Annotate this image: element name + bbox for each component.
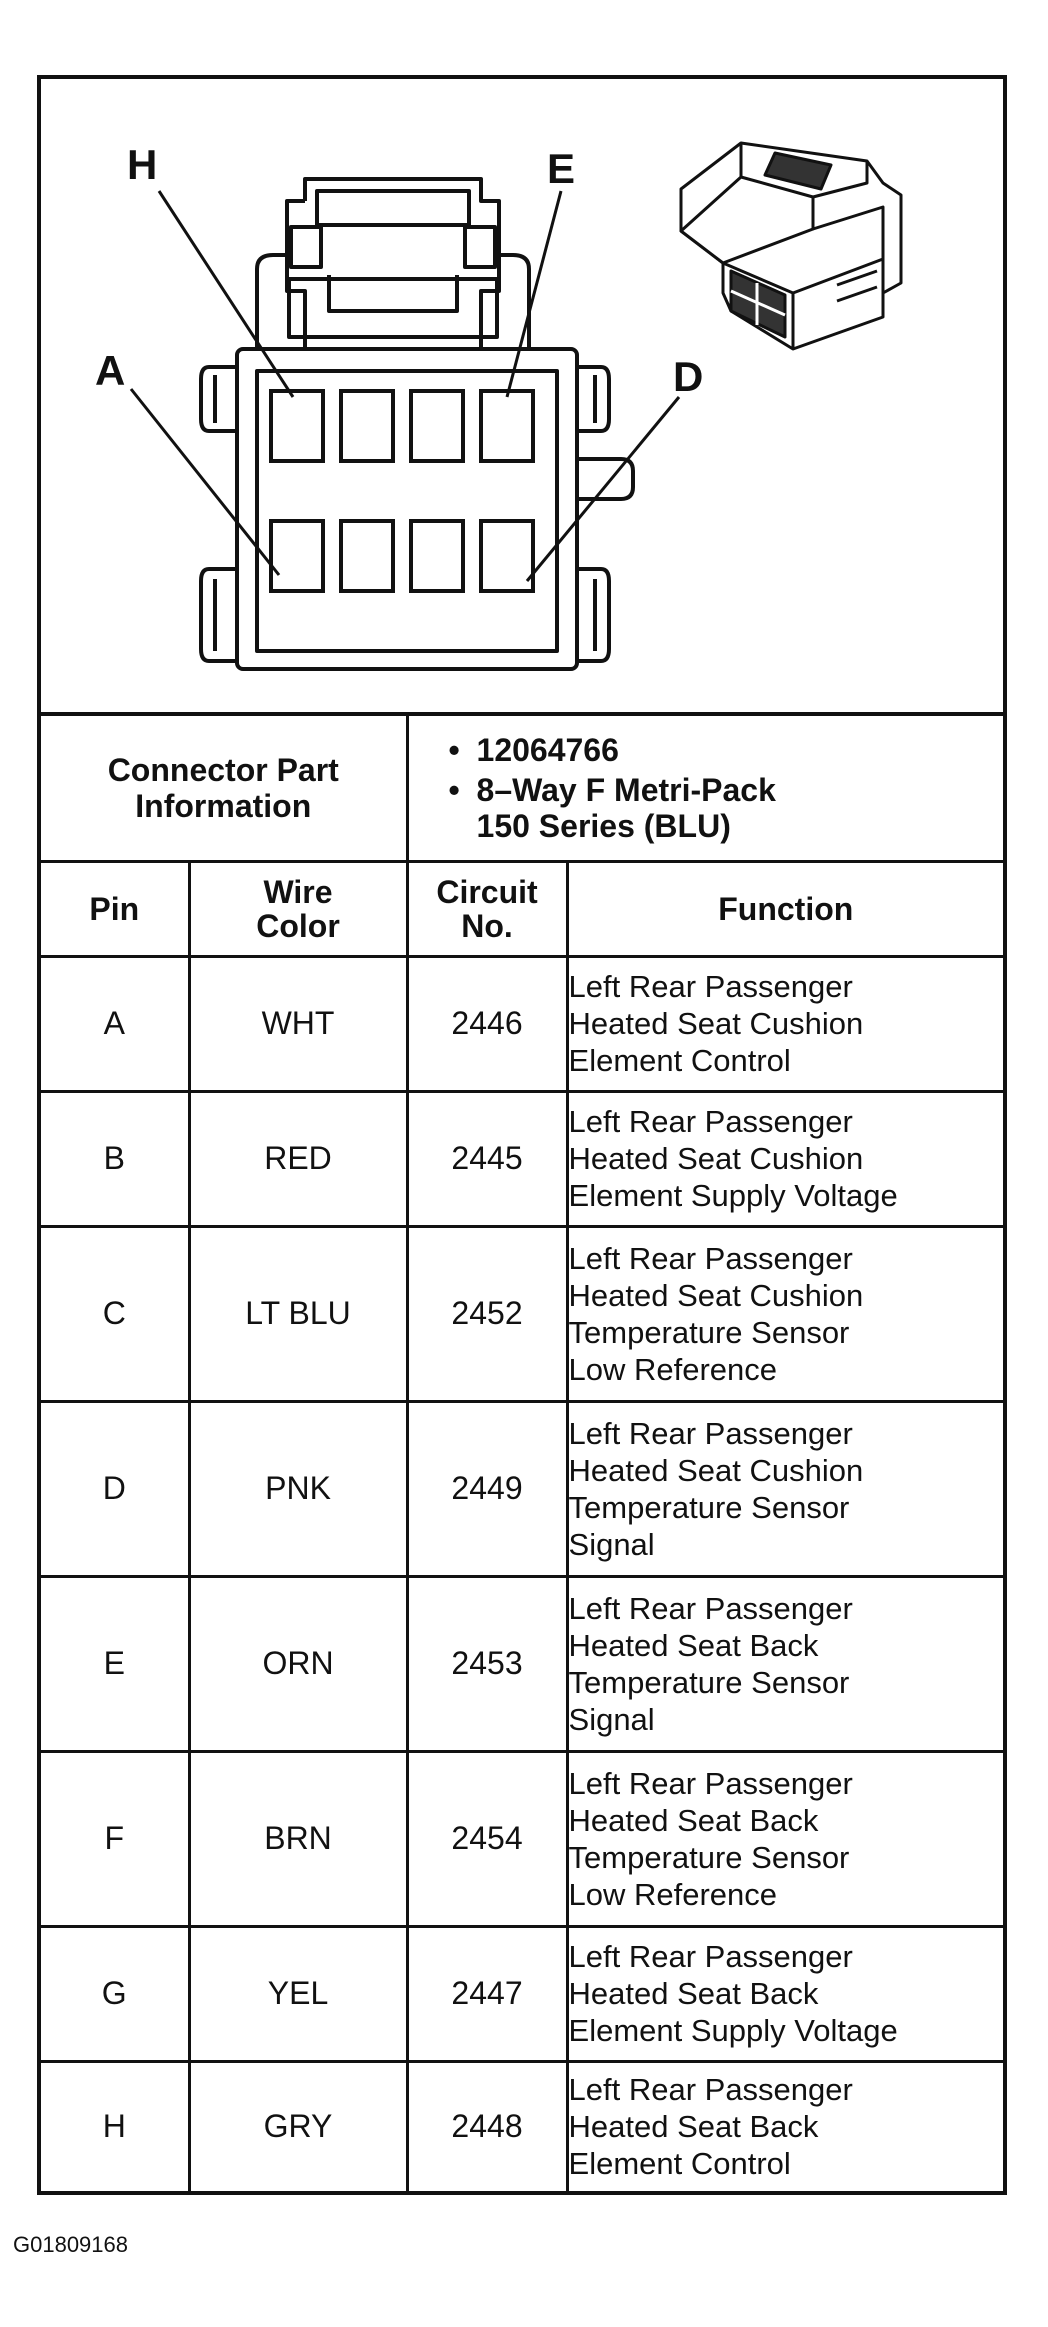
function-cell: Left Rear Passenger Heated Seat Back Element Supply Voltage <box>567 1926 1003 2061</box>
left-ear-bottom <box>201 569 237 661</box>
table-row <box>41 956 1003 1091</box>
table-row <box>41 1576 1003 1751</box>
header-circuit-no <box>407 861 567 956</box>
table-row <box>41 1926 1003 2061</box>
pin-label-D: D <box>673 353 704 400</box>
table-row <box>41 1751 1003 1926</box>
wire-color-cell: LT BLU <box>189 1226 407 1401</box>
connector-figure-frame <box>37 75 1007 2195</box>
function-cell: Left Rear Passenger Heated Seat Cushion Temperature Sensor Low Reference <box>567 1226 1003 1401</box>
table-row <box>41 1091 1003 1226</box>
pin-label-A: A <box>95 347 126 394</box>
connector-type-line1: 8–Way F Metri-Pack <box>476 771 776 808</box>
cavity-E <box>481 391 533 461</box>
connector-type-line2: 150 Series (BLU) <box>476 807 731 844</box>
function-cell: Left Rear Passenger Heated Seat Back Temperature Sensor Signal <box>567 1576 1003 1751</box>
latch-top-bar <box>317 191 469 225</box>
wire-color-cell: WHT <box>189 956 407 1091</box>
header-wire-color-line1: Wire <box>263 873 333 910</box>
wire-color-cell: PNK <box>189 1401 407 1576</box>
function-cell: Left Rear Passenger Heated Seat Back Element Control <box>567 2061 1003 2191</box>
pin-cell: E <box>41 1576 189 1751</box>
latch-right-notch <box>465 227 495 267</box>
wire-color-cell: ORN <box>189 1576 407 1751</box>
function-cell: Left Rear Passenger Heated Seat Cushion Element Control <box>567 956 1003 1091</box>
iso-side-top <box>813 207 883 259</box>
pinout-table <box>41 716 1003 2191</box>
cavity-D <box>481 521 533 591</box>
pin-cell: H <box>41 2061 189 2191</box>
connector-part-number: • 12064766 <box>449 732 1004 768</box>
leader-line-D <box>527 397 679 581</box>
header-circuit-line2: No. <box>461 907 513 944</box>
connector-info-label <box>41 716 407 861</box>
function-cell: Left Rear Passenger Heated Seat Cushion Temperature Sensor Signal <box>567 1401 1003 1576</box>
pin-cell: G <box>41 1926 189 2061</box>
latch-lower-block <box>289 279 497 337</box>
pin-cell: A <box>41 956 189 1091</box>
cavity-B <box>341 521 393 591</box>
pin-cell: D <box>41 1401 189 1576</box>
header-wire-color-line2: Color <box>256 907 340 944</box>
circuit-cell: 2453 <box>407 1576 567 1751</box>
header-circuit-line1: Circuit <box>436 873 538 910</box>
table-header-row <box>41 861 1003 956</box>
pin-cell: C <box>41 1226 189 1401</box>
cavity-H <box>271 391 323 461</box>
function-cell: Left Rear Passenger Heated Seat Back Temperature Sensor Low Reference <box>567 1751 1003 1926</box>
circuit-cell: 2447 <box>407 1926 567 2061</box>
connector-info-label-line2: Information <box>135 787 312 824</box>
pin-label-H: H <box>127 141 158 188</box>
cavity-A <box>271 521 323 591</box>
cavity-F <box>411 391 463 461</box>
circuit-cell: 2449 <box>407 1401 567 1576</box>
table-row <box>41 1401 1003 1576</box>
circuit-cell: 2448 <box>407 2061 567 2191</box>
connector-diagram-panel <box>41 79 1003 716</box>
connector-type <box>449 772 1004 844</box>
wire-color-cell: BRN <box>189 1751 407 1926</box>
connector-face-drawing <box>41 79 1003 712</box>
connector-info-label-line1: Connector Part <box>107 751 339 788</box>
circuit-cell: 2454 <box>407 1751 567 1926</box>
wire-color-cell: GRY <box>189 2061 407 2191</box>
circuit-cell: 2445 <box>407 1091 567 1226</box>
pin-label-E: E <box>547 145 576 192</box>
cavity-C <box>411 521 463 591</box>
figure-id: G01809168 <box>13 2232 128 2257</box>
wire-color-cell: YEL <box>189 1926 407 2061</box>
connector-info-row <box>41 716 1003 861</box>
iso-top-face <box>681 177 813 263</box>
table-row <box>41 1226 1003 1401</box>
header-wire-color <box>189 861 407 956</box>
iso-latch <box>765 153 831 189</box>
wire-color-cell: RED <box>189 1091 407 1226</box>
latch-left-notch <box>291 227 321 267</box>
header-function: Function <box>567 861 1003 956</box>
leader-line-E <box>507 191 561 397</box>
header-pin: Pin <box>41 861 189 956</box>
left-ear-top <box>201 367 237 431</box>
connector-isometric-icon <box>681 143 901 349</box>
circuit-cell: 2446 <box>407 956 567 1091</box>
table-row <box>41 2061 1003 2191</box>
circuit-cell: 2452 <box>407 1226 567 1401</box>
connector-info-values <box>407 716 1003 861</box>
pin-cell: B <box>41 1091 189 1226</box>
pin-cell: F <box>41 1751 189 1926</box>
function-cell: Left Rear Passenger Heated Seat Cushion Element Supply Voltage <box>567 1091 1003 1226</box>
cavity-G <box>341 391 393 461</box>
